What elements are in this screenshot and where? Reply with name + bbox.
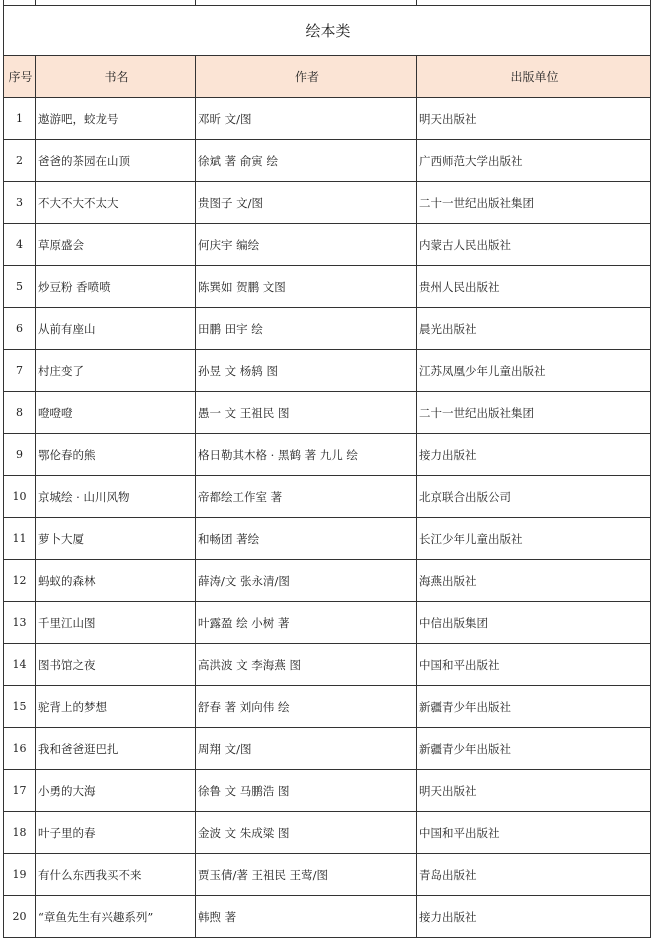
book-list-table bbox=[3, 0, 651, 938]
book-author: 叶露盈 绘 小树 著 bbox=[196, 602, 417, 644]
book-title: 蚂蚁的森林 bbox=[36, 560, 196, 602]
row-number: 13 bbox=[4, 602, 36, 644]
row-number: 4 bbox=[4, 224, 36, 266]
book-publisher: 新疆青少年出版社 bbox=[417, 728, 651, 770]
book-publisher: 中信出版集团 bbox=[417, 602, 651, 644]
book-publisher: 二十一世纪出版社集团 bbox=[417, 182, 651, 224]
book-title: 我和爸爸逛巴扎 bbox=[36, 728, 196, 770]
row-number: 16 bbox=[4, 728, 36, 770]
book-title: 不大不大不太大 bbox=[36, 182, 196, 224]
row-number: 17 bbox=[4, 770, 36, 812]
book-author: 邓昕 文/图 bbox=[196, 98, 417, 140]
book-title: 驼背上的梦想 bbox=[36, 686, 196, 728]
table-row bbox=[4, 266, 651, 308]
row-number: 7 bbox=[4, 350, 36, 392]
book-publisher: 长江少年儿童出版社 bbox=[417, 518, 651, 560]
table-row bbox=[4, 770, 651, 812]
book-publisher: 广西师范大学出版社 bbox=[417, 140, 651, 182]
header-author: 作者 bbox=[196, 56, 417, 98]
book-title: 遨游吧，蛟龙号 bbox=[36, 98, 196, 140]
book-title: 图书馆之夜 bbox=[36, 644, 196, 686]
header-title: 书名 bbox=[36, 56, 196, 98]
section-title-row bbox=[4, 6, 651, 56]
book-author: 贾玉倩/著 王祖民 王莺/图 bbox=[196, 854, 417, 896]
book-publisher: 明天出版社 bbox=[417, 770, 651, 812]
row-number: 11 bbox=[4, 518, 36, 560]
book-title: 噔噔噔 bbox=[36, 392, 196, 434]
table-row bbox=[4, 140, 651, 182]
table-row bbox=[4, 728, 651, 770]
book-title: 鄂伦春的熊 bbox=[36, 434, 196, 476]
book-title: 萝卜大厦 bbox=[36, 518, 196, 560]
book-author: 徐鲁 文 马鹏浩 图 bbox=[196, 770, 417, 812]
row-number: 1 bbox=[4, 98, 36, 140]
table-row bbox=[4, 560, 651, 602]
book-title: 叶子里的春 bbox=[36, 812, 196, 854]
book-publisher: 贵州人民出版社 bbox=[417, 266, 651, 308]
section-title: 绘本类 bbox=[4, 6, 651, 56]
book-publisher: 内蒙古人民出版社 bbox=[417, 224, 651, 266]
table-row bbox=[4, 896, 651, 938]
book-title: 爸爸的茶园在山顶 bbox=[36, 140, 196, 182]
book-title: “章鱼先生有兴趣系列” bbox=[36, 896, 196, 938]
table-row bbox=[4, 854, 651, 896]
row-number: 18 bbox=[4, 812, 36, 854]
book-publisher: 海燕出版社 bbox=[417, 560, 651, 602]
table-row bbox=[4, 644, 651, 686]
book-publisher: 中国和平出版社 bbox=[417, 812, 651, 854]
book-author: 格日勒其木格 · 黑鹤 著 九儿 绘 bbox=[196, 434, 417, 476]
row-number: 8 bbox=[4, 392, 36, 434]
book-title: 京城绘 · 山川风物 bbox=[36, 476, 196, 518]
table-row bbox=[4, 392, 651, 434]
table-row bbox=[4, 434, 651, 476]
row-number: 3 bbox=[4, 182, 36, 224]
book-author: 贵图子 文/图 bbox=[196, 182, 417, 224]
book-author: 周翔 文/图 bbox=[196, 728, 417, 770]
table-row bbox=[4, 308, 651, 350]
book-author: 韩煦 著 bbox=[196, 896, 417, 938]
table-row bbox=[4, 518, 651, 560]
book-title: 小勇的大海 bbox=[36, 770, 196, 812]
row-number: 5 bbox=[4, 266, 36, 308]
book-publisher: 接力出版社 bbox=[417, 434, 651, 476]
table-row bbox=[4, 182, 651, 224]
row-number: 19 bbox=[4, 854, 36, 896]
row-number: 2 bbox=[4, 140, 36, 182]
book-author: 徐斌 著 俞寅 绘 bbox=[196, 140, 417, 182]
header-row bbox=[4, 56, 651, 98]
book-author: 高洪波 文 李海燕 图 bbox=[196, 644, 417, 686]
table-row bbox=[4, 350, 651, 392]
book-publisher: 中国和平出版社 bbox=[417, 644, 651, 686]
book-author: 金波 文 朱成粱 图 bbox=[196, 812, 417, 854]
book-author: 孙昱 文 杨鸫 图 bbox=[196, 350, 417, 392]
book-publisher: 北京联合出版公司 bbox=[417, 476, 651, 518]
row-number: 6 bbox=[4, 308, 36, 350]
book-title: 从前有座山 bbox=[36, 308, 196, 350]
book-author: 田鹏 田宇 绘 bbox=[196, 308, 417, 350]
book-publisher: 接力出版社 bbox=[417, 896, 651, 938]
book-title: 炒豆粉 香喷喷 bbox=[36, 266, 196, 308]
book-publisher: 江苏凤凰少年儿童出版社 bbox=[417, 350, 651, 392]
book-author: 薛涛/文 张永清/图 bbox=[196, 560, 417, 602]
table-row bbox=[4, 98, 651, 140]
book-publisher: 晨光出版社 bbox=[417, 308, 651, 350]
row-number: 15 bbox=[4, 686, 36, 728]
book-author: 帝都绘工作室 著 bbox=[196, 476, 417, 518]
book-author: 愚一 文 王祖民 图 bbox=[196, 392, 417, 434]
book-author: 陈巽如 贺鹏 文图 bbox=[196, 266, 417, 308]
header-no: 序号 bbox=[4, 56, 36, 98]
book-title: 村庄变了 bbox=[36, 350, 196, 392]
header-publisher: 出版单位 bbox=[417, 56, 651, 98]
row-number: 9 bbox=[4, 434, 36, 476]
book-author: 和畅团 著绘 bbox=[196, 518, 417, 560]
table-row bbox=[4, 476, 651, 518]
book-publisher: 二十一世纪出版社集团 bbox=[417, 392, 651, 434]
book-author: 舒春 著 刘向伟 绘 bbox=[196, 686, 417, 728]
book-author: 何庆宇 编绘 bbox=[196, 224, 417, 266]
row-number: 10 bbox=[4, 476, 36, 518]
table-row bbox=[4, 812, 651, 854]
table-row bbox=[4, 686, 651, 728]
row-number: 14 bbox=[4, 644, 36, 686]
book-publisher: 新疆青少年出版社 bbox=[417, 686, 651, 728]
book-title: 有什么东西我买不来 bbox=[36, 854, 196, 896]
row-number: 12 bbox=[4, 560, 36, 602]
book-publisher: 青岛出版社 bbox=[417, 854, 651, 896]
table-row bbox=[4, 602, 651, 644]
book-title: 草原盛会 bbox=[36, 224, 196, 266]
row-number: 20 bbox=[4, 896, 36, 938]
book-publisher: 明天出版社 bbox=[417, 98, 651, 140]
table-row bbox=[4, 224, 651, 266]
book-title: 千里江山图 bbox=[36, 602, 196, 644]
